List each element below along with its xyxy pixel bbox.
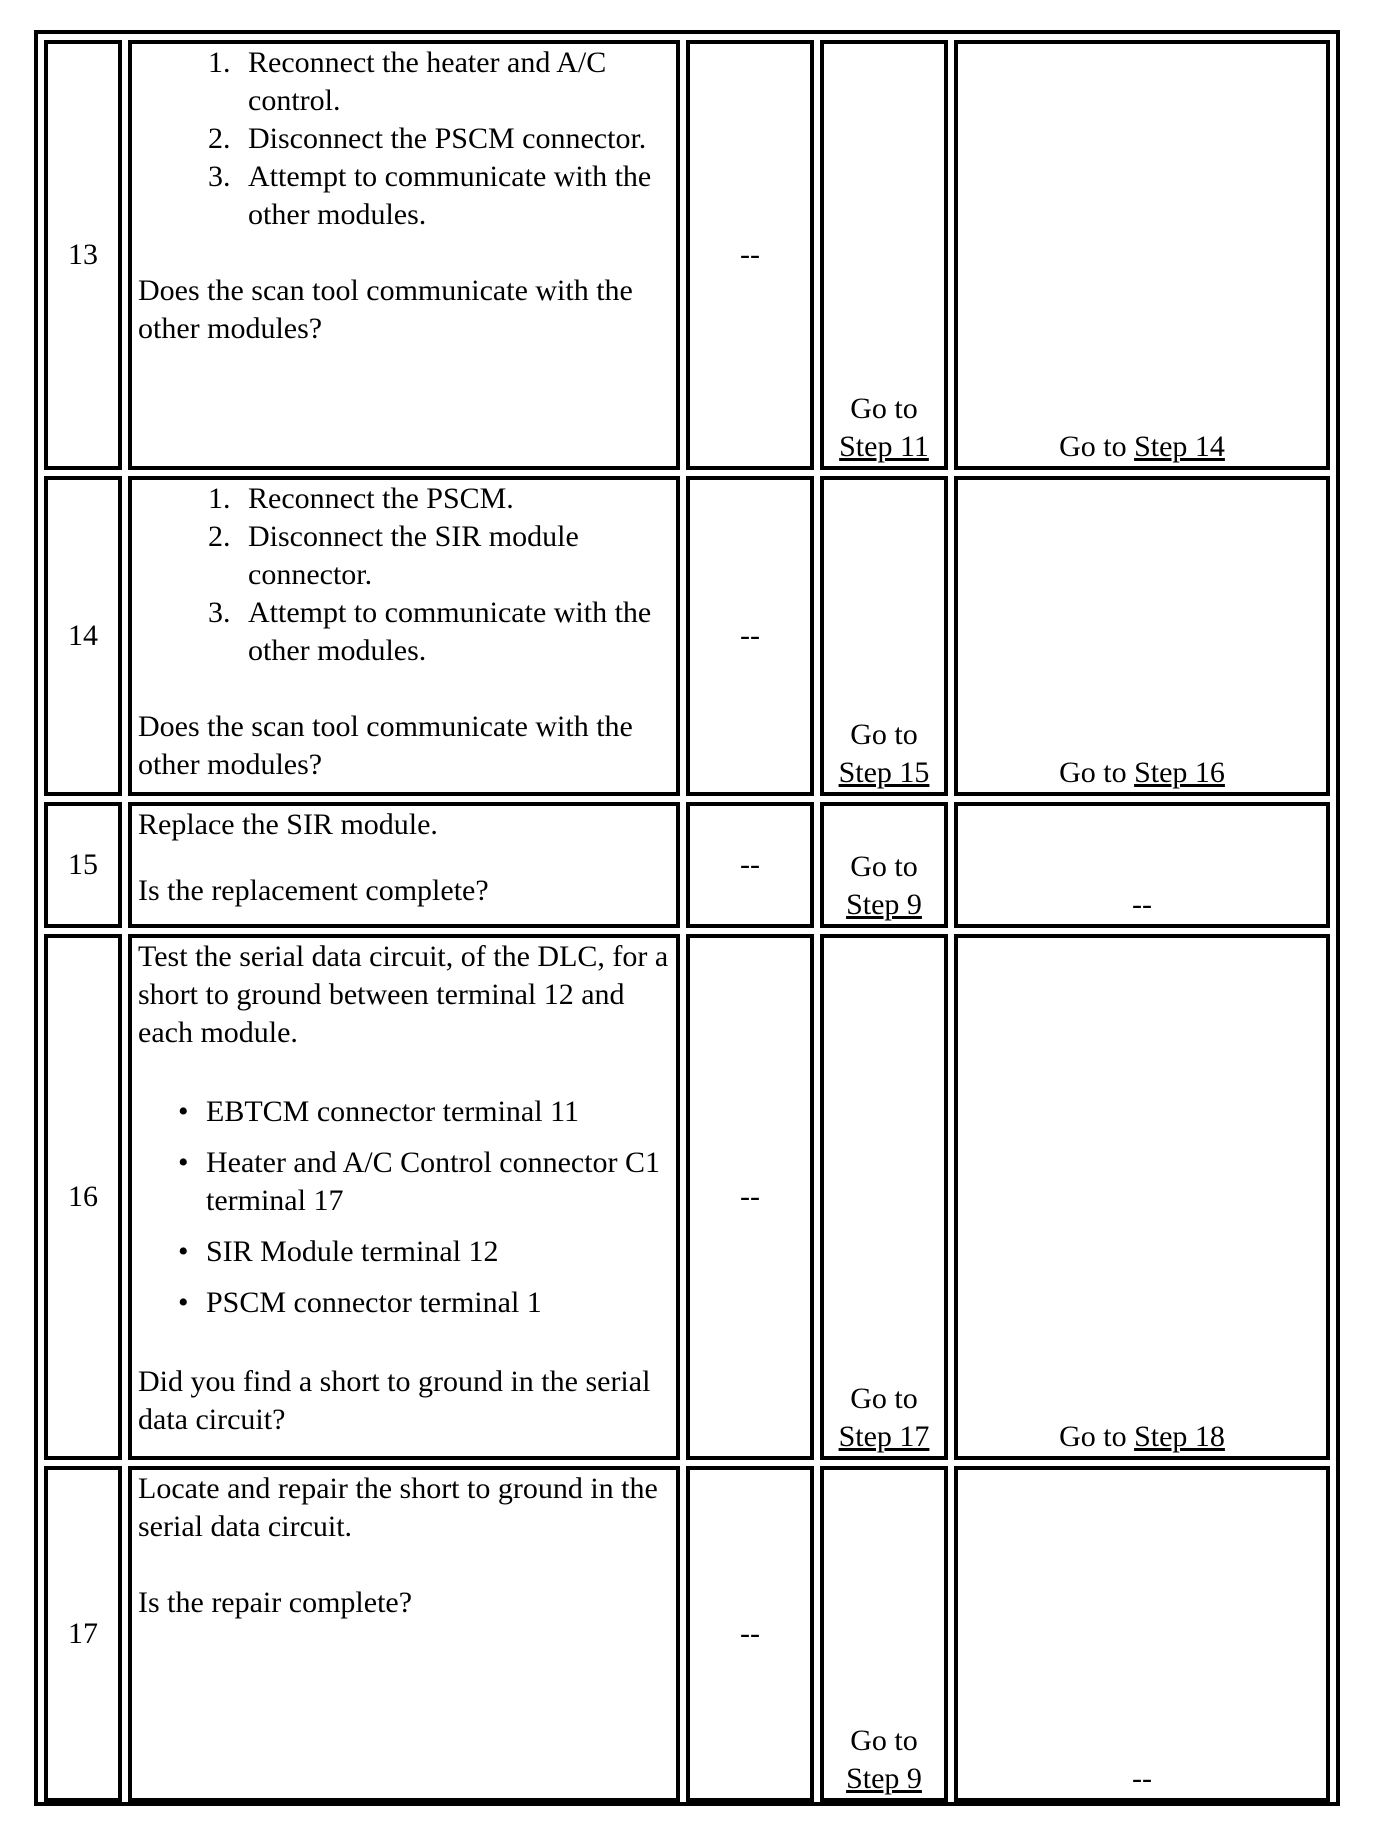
yes-go-to-label: Go to [850,1724,918,1757]
table-row-step-16 [44,934,1330,1460]
step-number: 16 [44,934,122,1460]
instruction-list [138,44,670,234]
step-number: 14 [44,476,122,796]
no-step-link[interactable]: Step 18 [1134,1420,1225,1453]
table-row-step-15 [44,802,1330,928]
instruction-item: 3. Attempt to communicate with the other modules. [238,594,670,670]
step-question: Did you find a short to ground in the serial data circuit? [138,1365,651,1436]
no-cell [954,476,1330,796]
list-item: • Heater and A/C Control connector C1 terminal 17 [178,1146,661,1217]
value-cell: -- [686,802,814,928]
no-cell: -- [954,802,1330,928]
table-row-step-14 [44,476,1330,796]
table-row-step-17 [44,1466,1330,1802]
terminal-list [138,1093,670,1322]
instruction-item: 1. Reconnect the PSCM. [238,480,670,518]
list-item: • PSCM connector terminal 1 [178,1286,542,1319]
yes-go-to-label: Go to [850,392,918,425]
value-cell: -- [686,40,814,470]
no-go-to-label: Go to [1059,1420,1127,1453]
yes-cell [820,1466,948,1802]
no-go-to-label: Go to [1059,430,1127,463]
step-number: 13 [44,40,122,470]
yes-go-to-label: Go to [850,1382,918,1415]
no-cell [954,40,1330,470]
no-cell: -- [954,1466,1330,1802]
step-number: 15 [44,802,122,928]
value-cell: -- [686,1466,814,1802]
diagnostic-table-frame [34,30,1340,1806]
yes-step-link[interactable]: Step 17 [838,1420,930,1453]
yes-go-to-label: Go to [850,718,918,751]
step-question: Does the scan tool communicate with the other modules? [138,710,633,781]
yes-cell [820,934,948,1460]
no-step-link[interactable]: Step 16 [1134,756,1225,789]
instruction-item: 2. Disconnect the SIR module connector. [238,518,670,594]
action-cell [128,476,680,796]
yes-step-link[interactable]: Step 11 [839,430,929,463]
instruction-item: 2. Disconnect the PSCM connector. [238,120,670,158]
yes-step-link[interactable]: Step 9 [846,888,922,921]
step-question: Is the repair complete? [138,1586,413,1619]
step-instruction: Replace the SIR module. [138,808,438,841]
step-question: Does the scan tool communicate with the other modules? [138,274,633,345]
yes-go-to-label: Go to [850,850,918,883]
action-cell [128,1466,680,1802]
step-instruction: Test the serial data circuit, of the DLC, for a short to ground between terminal 12 and each module. [138,940,669,1049]
table-row-step-13 [44,40,1330,470]
action-cell [128,802,680,928]
instruction-item: 1. Reconnect the heater and A/C control. [238,44,670,120]
action-cell [128,934,680,1460]
step-number: 17 [44,1466,122,1802]
yes-step-link[interactable]: Step 15 [838,756,930,789]
yes-cell [820,476,948,796]
instruction-list [138,480,670,670]
list-item: • SIR Module terminal 12 [178,1235,499,1268]
yes-step-link[interactable]: Step 9 [846,1762,922,1795]
action-cell [128,40,680,470]
value-cell: -- [686,476,814,796]
step-instruction: Locate and repair the short to ground in the serial data circuit. [138,1472,658,1543]
no-cell [954,934,1330,1460]
list-item: • EBTCM connector terminal 11 [178,1095,579,1128]
diagnostic-steps-table [38,34,1336,1808]
yes-cell [820,40,948,470]
step-question: Is the replacement complete? [138,874,489,907]
yes-cell [820,802,948,928]
no-step-link[interactable]: Step 14 [1134,430,1225,463]
instruction-item: 3. Attempt to communicate with the other modules. [238,158,670,234]
no-go-to-label: Go to [1059,756,1127,789]
value-cell: -- [686,934,814,1460]
